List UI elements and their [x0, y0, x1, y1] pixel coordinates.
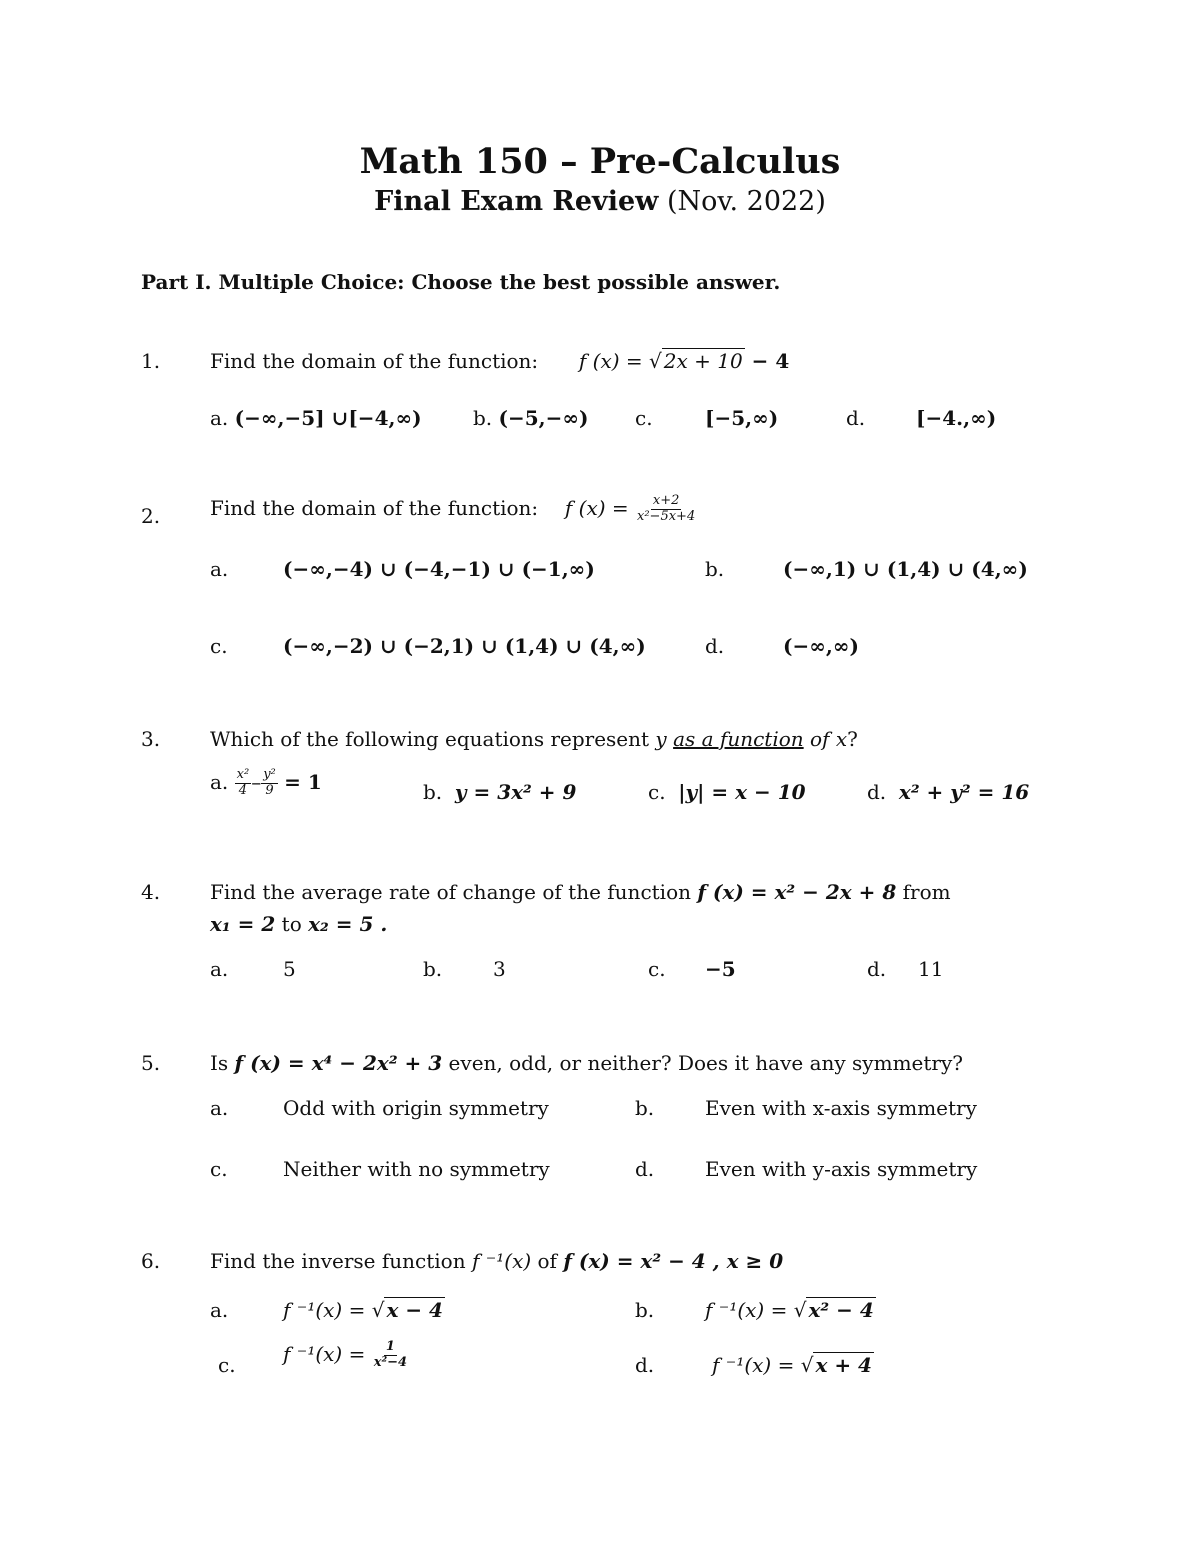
option-b-text: 3 [493, 957, 506, 981]
option-b-letter: b. [635, 1096, 655, 1120]
option-b-letter: b. [705, 557, 725, 581]
option-c-text: (−∞,−2) ∪ (−2,1) ∪ (1,4) ∪ (4,∞) [283, 634, 646, 658]
subtitle-bold: Final Exam Review [374, 186, 659, 217]
sqrt-symbol: √ 2x + 10 [649, 349, 743, 373]
word-from: from [896, 880, 951, 904]
option-d-letter: d. [867, 957, 887, 981]
option-c-letter: c. [210, 634, 228, 658]
option-c-letter: c. [218, 1353, 236, 1377]
word-of: of [531, 1249, 564, 1273]
option-d-expr [712, 1353, 874, 1377]
option-c-letter: c. [648, 957, 666, 981]
option-letter: b. [423, 780, 443, 804]
radicand: x + 4 [815, 1353, 872, 1377]
option-d [867, 780, 1029, 804]
denominator: 9 [265, 782, 274, 798]
fraction-y [261, 768, 278, 799]
function-expression: f (x) = x² − 4 , x ≥ 0 [563, 1249, 784, 1273]
sqrt-symbol: √ x² − 4 [793, 1298, 874, 1322]
option-a-text: 5 [283, 957, 296, 981]
numerator: x+2 [652, 493, 680, 508]
inverse-lhs: f ⁻¹(x) = [705, 1298, 794, 1322]
function-expression: f (x) = [564, 495, 636, 520]
question-stem [210, 1051, 963, 1075]
option-d-text: [−4.,∞) [916, 406, 997, 430]
question-number: 2. [141, 504, 161, 528]
option-c-letter: c. [210, 1157, 228, 1181]
option-c-text: [−5,∞) [705, 406, 779, 430]
option-a-letter: a. [210, 957, 229, 981]
question-text: even, odd, or neither? Does it have any symmetry? [442, 1051, 963, 1075]
function-expression: f (x) = x⁴ − 2x² + 3 [234, 1051, 443, 1075]
fraction [635, 494, 697, 525]
option-d-letter: d. [635, 1353, 655, 1377]
option-letter: d. [867, 780, 887, 804]
expression-tail: − 4 [744, 349, 790, 373]
question-stem [210, 349, 789, 373]
question-text: Find the domain of the function: [210, 495, 539, 520]
option-d-letter: d. [705, 634, 725, 658]
part-heading: Part I. Multiple Choice: Choose the best possible answer. [141, 270, 781, 294]
minus-sign: – [251, 769, 262, 794]
question-number: 1. [141, 349, 161, 373]
option-b-text: Even with x-axis symmetry [705, 1096, 977, 1120]
fraction [372, 1340, 409, 1371]
option-text: |y| = x − 10 [678, 780, 806, 804]
question-stem [210, 1249, 783, 1273]
option-letter: a. [210, 406, 229, 430]
option-a-text: Odd with origin symmetry [283, 1096, 549, 1120]
numerator: y² [263, 767, 276, 782]
denominator: x²−5x+4 [637, 508, 696, 524]
inverse-notation: f ⁻¹(x) [471, 1249, 532, 1273]
inverse-lhs: f ⁻¹(x) = [283, 1341, 372, 1366]
option-d-letter: d. [846, 406, 866, 430]
page-subtitle [0, 186, 1200, 217]
option-letter: b. [473, 406, 493, 430]
option-a-letter: a. [210, 1096, 229, 1120]
var-x: x [835, 727, 848, 751]
option-text: (−5,−∞) [498, 406, 589, 430]
question-stem-line2 [210, 912, 387, 936]
var-y: y [655, 727, 667, 751]
x1-value: x₁ = 2 [210, 912, 276, 936]
sqrt-symbol: √ x + 4 [800, 1353, 872, 1377]
inverse-lhs: f ⁻¹(x) = [712, 1353, 801, 1377]
option-b-expr [705, 1298, 876, 1322]
question-text: Find the inverse function [210, 1249, 472, 1273]
fraction-x [235, 768, 252, 799]
option-c-letter: c. [635, 406, 653, 430]
word-to: to [275, 912, 309, 936]
sqrt-symbol: √ x − 4 [371, 1298, 443, 1322]
radicand: x − 4 [386, 1298, 443, 1322]
equals-one: = 1 [284, 769, 322, 794]
denominator: x²−4 [373, 1354, 408, 1370]
option-b-text: (−∞,1) ∪ (1,4) ∪ (4,∞) [783, 557, 1028, 581]
option-a-letter: a. [210, 557, 229, 581]
option-text: (−∞,−5] ∪[−4,∞) [234, 406, 422, 430]
option-a-text: (−∞,−4) ∪ (−4,−1) ∪ (−1,∞) [283, 557, 595, 581]
option-a-expr [283, 1298, 445, 1322]
option-d-text: (−∞,∞) [783, 634, 859, 658]
denominator: 4 [238, 782, 248, 798]
function-expression: f (x) = [578, 349, 650, 373]
question-stem [210, 494, 697, 525]
question-text: Find the domain of the function: [210, 349, 539, 373]
option-b [473, 406, 589, 430]
option-d-text: 11 [918, 957, 944, 981]
question-text: Which of the following equations represent [210, 727, 656, 751]
option-text: x² + y² = 16 [898, 780, 1030, 804]
page-title: Math 150 – Pre-Calculus [359, 141, 841, 182]
word-is: Is [210, 1051, 235, 1075]
option-a [210, 406, 422, 430]
radicand: 2x + 10 [663, 349, 743, 373]
option-d-letter: d. [635, 1157, 655, 1181]
option-b-letter: b. [423, 957, 443, 981]
x2-value: x₂ = 5 . [308, 912, 388, 936]
option-letter: a. [210, 769, 229, 794]
question-number: 5. [141, 1051, 161, 1075]
question-number: 3. [141, 727, 161, 751]
emphasis-function: as a function [673, 727, 804, 751]
question-stem [210, 727, 858, 751]
question-number: 4. [141, 880, 161, 904]
inverse-lhs: f ⁻¹(x) = [283, 1298, 372, 1322]
option-c-text: Neither with no symmetry [283, 1157, 550, 1181]
option-a-letter: a. [210, 1298, 229, 1322]
option-a [210, 768, 322, 799]
function-expression: f (x) = x² − 2x + 8 [697, 880, 897, 904]
option-c-expr [283, 1340, 409, 1371]
option-b-letter: b. [635, 1298, 655, 1322]
option-c [648, 780, 806, 804]
question-number: 6. [141, 1249, 161, 1273]
option-d-text: Even with y-axis symmetry [705, 1157, 978, 1181]
option-b [423, 780, 576, 804]
option-letter: c. [648, 780, 666, 804]
numerator: 1 [385, 1339, 395, 1354]
word-of: of [803, 727, 836, 751]
question-stem-line1 [210, 880, 951, 904]
question-text: Find the average rate of change of the function [210, 880, 698, 904]
option-text: y = 3x² + 9 [454, 780, 577, 804]
subtitle-date: (Nov. 2022) [667, 186, 826, 217]
numerator: x² [236, 767, 250, 782]
option-c-text: −5 [705, 957, 736, 981]
radicand: x² − 4 [808, 1298, 874, 1322]
question-mark: ? [847, 727, 858, 751]
